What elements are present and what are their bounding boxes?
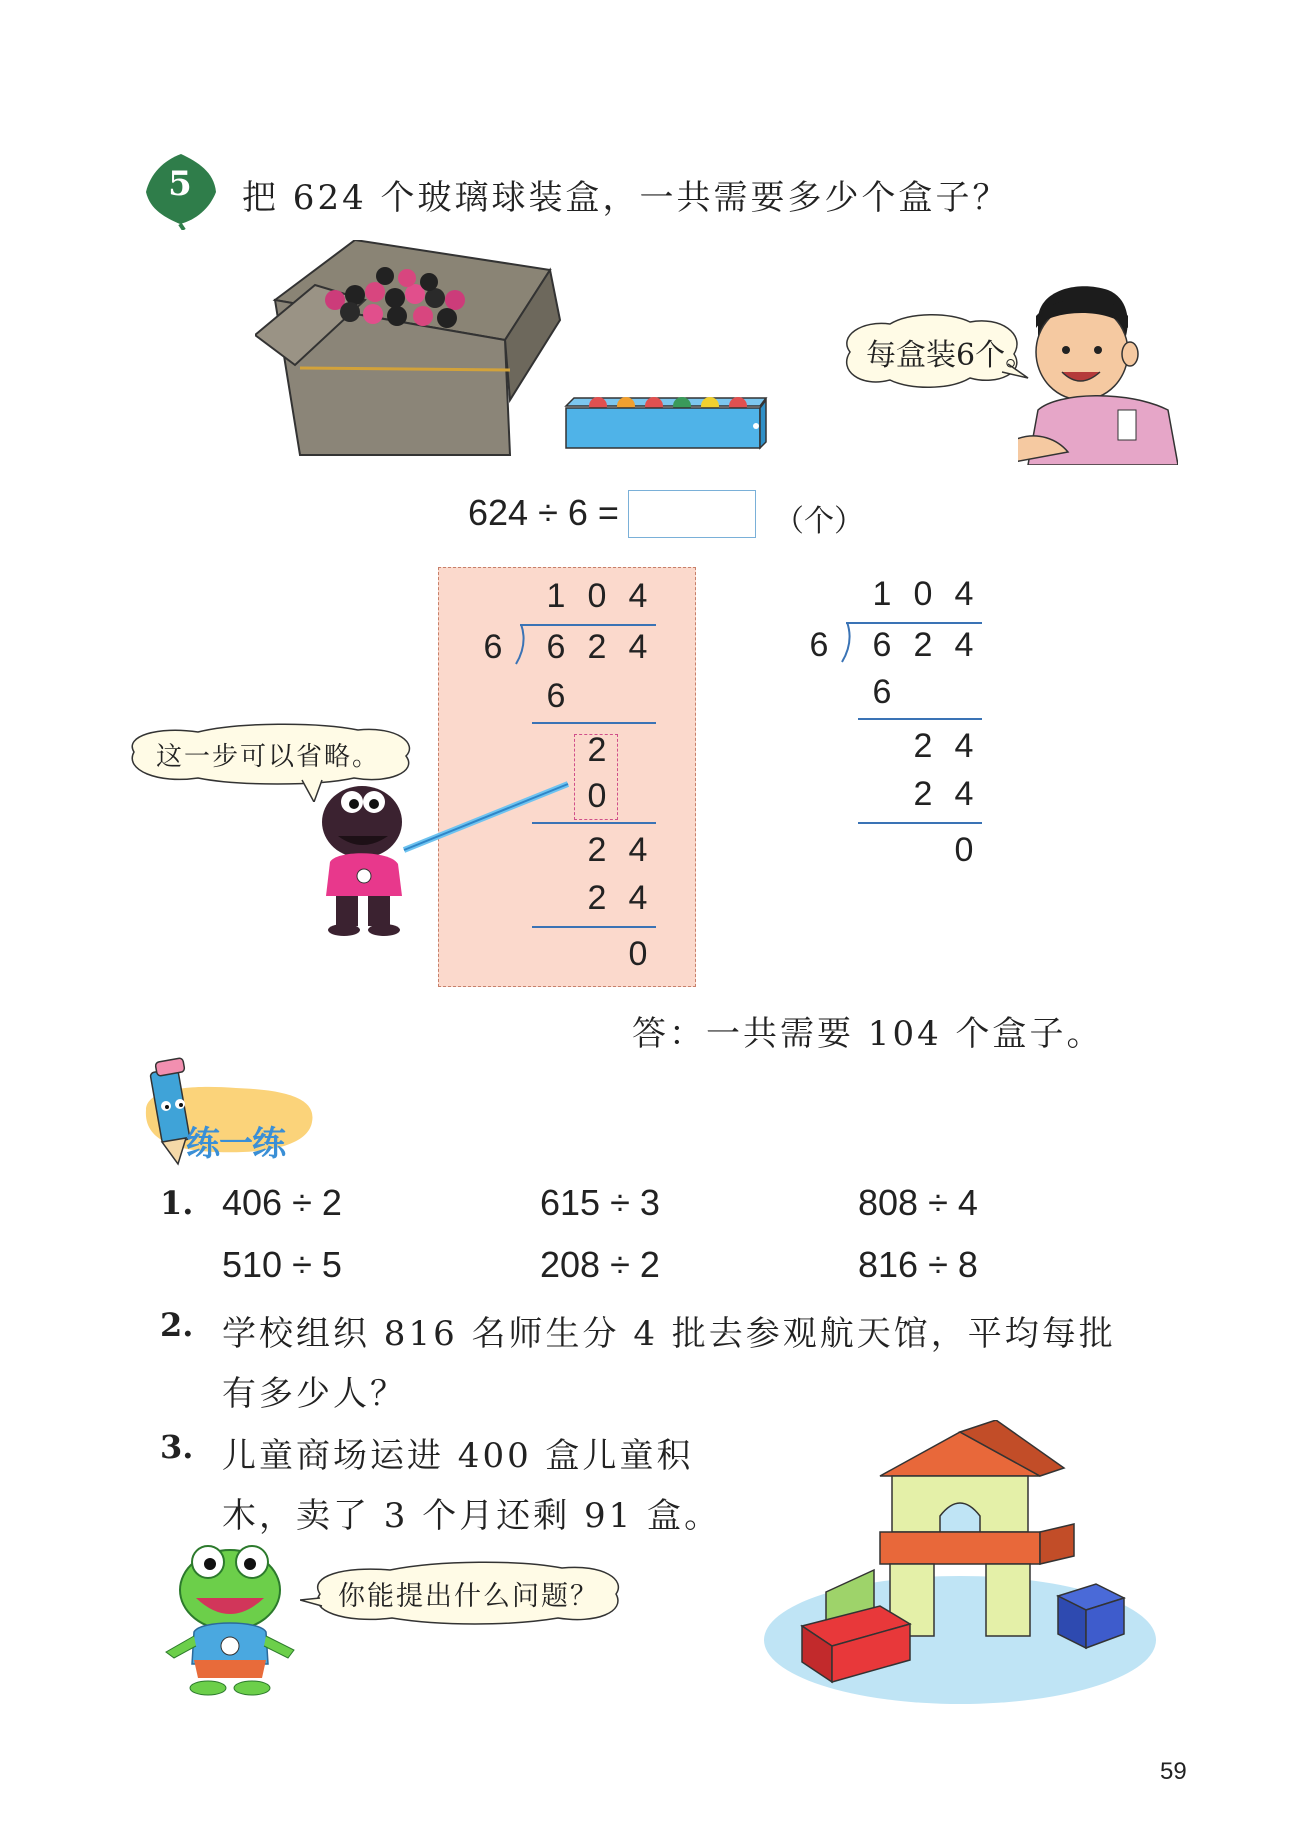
subtract-line xyxy=(532,722,656,724)
dividend-digit: 4 xyxy=(628,628,648,666)
item-number: 3. xyxy=(160,1428,194,1466)
practice-expression: 208 ÷ 2 xyxy=(540,1244,660,1285)
subtract-digit: 2 xyxy=(587,879,607,917)
equation-text: 624 ÷ 6 = xyxy=(468,492,619,533)
bring-down-digit: 4 xyxy=(628,831,648,869)
dividend-digit: 6 xyxy=(872,626,892,664)
practice-expression: 808 ÷ 4 xyxy=(858,1182,978,1223)
bring-down-digit: 2 xyxy=(913,727,933,765)
divisor: 6 xyxy=(809,626,829,664)
subtract-line xyxy=(858,822,982,824)
practice-expression: 406 ÷ 2 xyxy=(222,1182,342,1223)
subtract-digit: 2 xyxy=(913,775,933,813)
final-remainder: 0 xyxy=(628,935,648,973)
subtract-line xyxy=(858,718,982,720)
remainder-digit: 2 xyxy=(587,731,607,769)
division-bar xyxy=(846,622,982,624)
quotient-digit: 0 xyxy=(913,575,933,613)
final-remainder: 0 xyxy=(954,831,974,869)
page-number: 59 xyxy=(1160,1758,1187,1785)
frog-speech-text: 这一步可以省略。 xyxy=(156,742,381,772)
division-bracket xyxy=(840,622,854,664)
quotient-digit: 4 xyxy=(628,577,648,615)
item-text-line: 木，卖了 3 个月还剩 91 盒。 xyxy=(222,1496,722,1536)
item-text-line: 儿童商场运进 400 盒儿童积 xyxy=(222,1436,694,1476)
green-frog-illustration xyxy=(160,1540,300,1700)
item-text-line: 有多少人？ xyxy=(222,1374,407,1414)
division-bracket xyxy=(514,624,528,666)
bring-down-digit: 2 xyxy=(587,831,607,869)
bring-down-digit: 4 xyxy=(954,727,974,765)
item-text-line: 学校组织 816 名师生分 4 批去参观航天馆，平均每批 xyxy=(222,1314,1116,1354)
practice-expression: 816 ÷ 8 xyxy=(858,1244,978,1285)
quotient-digit: 1 xyxy=(546,577,566,615)
answer-input-box[interactable] xyxy=(628,490,756,538)
practice-title: 练一练 xyxy=(186,1124,285,1164)
boy-speech-text: 每盒装6个。 xyxy=(866,338,1036,373)
quotient-digit: 1 xyxy=(872,575,892,613)
subtract-digit: 6 xyxy=(546,677,566,715)
dividend-digit: 6 xyxy=(546,628,566,666)
question-speech-text: 你能提出什么问题？ xyxy=(338,1581,599,1612)
building-blocks-illustration xyxy=(760,1420,1160,1710)
subtract-digit: 4 xyxy=(954,775,974,813)
divisor: 6 xyxy=(483,628,503,666)
answer-text: 答：一共需要 104 个盒子。 xyxy=(632,1014,1104,1054)
marble-box-illustration xyxy=(255,240,565,460)
dividend-digit: 2 xyxy=(913,626,933,664)
dividend-digit: 4 xyxy=(954,626,974,664)
boy-illustration xyxy=(1018,280,1178,465)
division-bar xyxy=(520,624,656,626)
example-question: 把 624 个玻璃球装盒，一共需要多少个盒子？ xyxy=(242,178,1010,218)
example-number: 5 xyxy=(168,164,192,204)
item-number: 1. xyxy=(160,1184,194,1222)
practice-expression: 510 ÷ 5 xyxy=(222,1244,342,1285)
subtract-digit: 6 xyxy=(872,673,892,711)
equation-unit: （个） xyxy=(774,504,864,539)
dividend-digit: 2 xyxy=(587,628,607,666)
subtract-digit: 0 xyxy=(587,777,607,815)
quotient-digit: 4 xyxy=(954,575,974,613)
subtract-digit: 4 xyxy=(628,879,648,917)
practice-expression: 615 ÷ 3 xyxy=(540,1182,660,1223)
item-number: 2. xyxy=(160,1306,194,1344)
tray-illustration xyxy=(560,392,772,454)
quotient-digit: 0 xyxy=(587,577,607,615)
frog-pointer-illustration xyxy=(318,776,578,946)
